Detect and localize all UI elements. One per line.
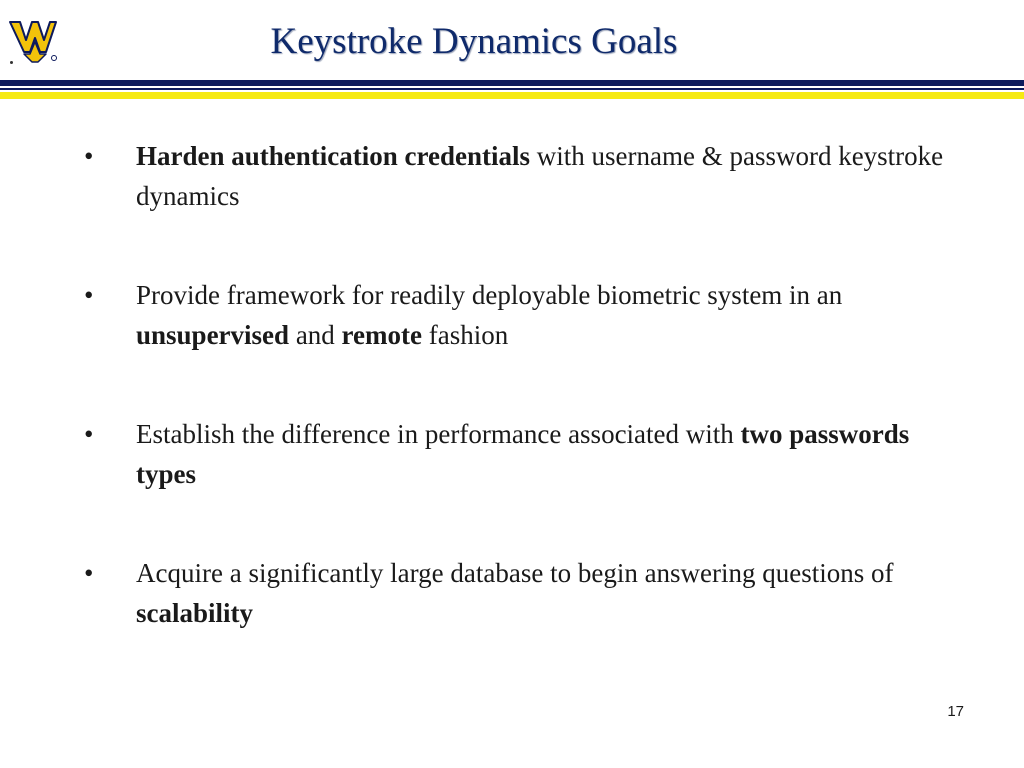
bullet-glyph: •	[84, 558, 94, 588]
bullet-text: fashion	[422, 320, 509, 350]
bullet-text: Acquire a significantly large database to begin answering questions of	[136, 558, 894, 588]
bullet-bold-text: remote	[341, 320, 422, 350]
bullet-text: Provide framework for readily deployable biometric system in an	[136, 280, 843, 310]
bullet-item	[84, 553, 964, 633]
header-rule-gold	[0, 92, 1024, 99]
slide-title: Keystroke Dynamics Goals	[270, 21, 678, 62]
bullet-text: Establish the difference in performance associated with	[136, 419, 741, 449]
bullet-text: and	[289, 320, 342, 350]
bullet-item	[84, 136, 964, 216]
bullet-bold-text: scalability	[136, 598, 254, 628]
bullet-item	[84, 414, 964, 494]
page-number: 17	[947, 703, 964, 720]
bullet-item	[84, 275, 964, 355]
header-rule-navy-thin	[0, 88, 1024, 90]
bullet-bold-text: two passwords types	[136, 419, 910, 489]
bullet-bold-text: unsupervised	[136, 320, 290, 350]
bullet-list	[84, 136, 964, 692]
bullet-bold-text: Harden authentication credentials	[136, 141, 530, 171]
bullet-glyph: •	[84, 141, 94, 171]
bullet-glyph: •	[84, 280, 94, 310]
bullet-text: with username & password keystroke dynamics	[136, 141, 944, 211]
header-rule-navy-thick	[0, 80, 1024, 86]
bullet-glyph: •	[84, 419, 94, 449]
